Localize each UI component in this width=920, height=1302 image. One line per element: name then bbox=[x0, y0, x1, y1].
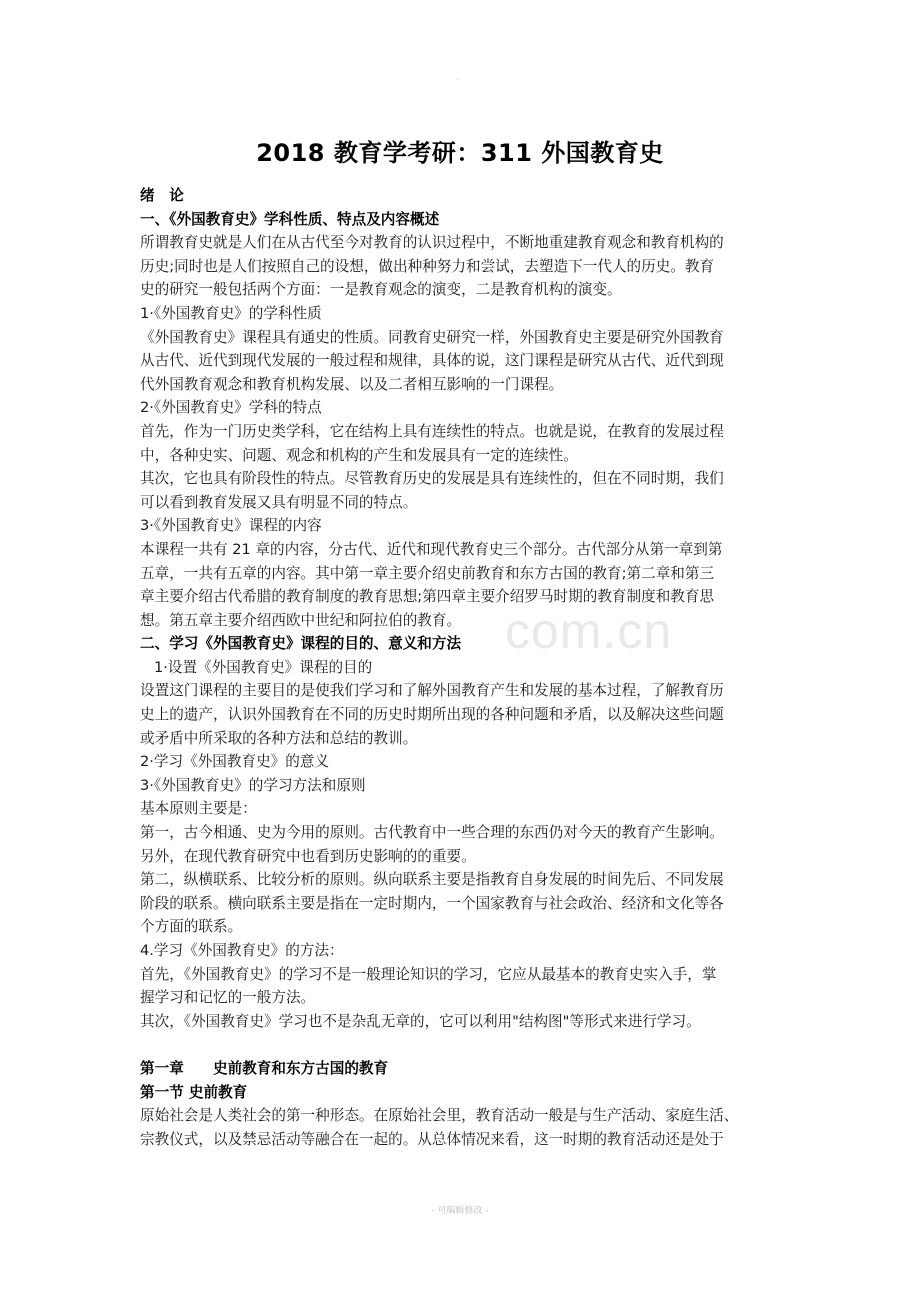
text-line: 1·设置《外国教育史》课程的目的 bbox=[154, 658, 373, 676]
text-line: 所谓教育史就是人们在从古代至今对教育的认识过程中，不断地重建教育观念和教育机构的 bbox=[140, 234, 724, 252]
text-line: 从古代、近代到现代发展的一般过程和规律，具体的说，这门课程是研究从古代、近代到现 bbox=[140, 352, 724, 370]
text-line: 其次，它也具有阶段性的特点。尽管教育历史的发展是具有连续性的，但在不同时期，我们 bbox=[140, 470, 724, 488]
page-footer: - 可编辑修改 - bbox=[431, 1206, 489, 1216]
text-line: 2·学习《外国教育史》的意义 bbox=[140, 753, 330, 771]
section-heading: 绪 论 bbox=[140, 187, 184, 204]
text-line: 3·《外国教育史》课程的内容 bbox=[140, 517, 322, 535]
text-line: 中，各种史实、问题、观念和机构的产生和发展具有一定的连续性。 bbox=[140, 446, 578, 464]
blank-line bbox=[140, 1033, 800, 1057]
text-line: 另外，在现代教育研究中也看到历史影响的的重要。 bbox=[140, 847, 476, 865]
document-body bbox=[140, 184, 800, 1151]
text-line: 章主要介绍古代希腊的教育制度的教育思想;第四章主要介绍罗马时期的教育制度和教育思 bbox=[140, 588, 715, 606]
text-line: 《外国教育史》课程具有通史的性质。同教育史研究一样，外国教育史主要是研究外国教育 bbox=[140, 328, 724, 346]
text-line: 史上的遗产，认识外国教育在不同的历史时期所出现的各种问题和矛盾，以及解决这些问题 bbox=[140, 706, 724, 724]
text-line: 第一，古今相通、史为今用的原则。古代教育中一些合理的东西仍对今天的教育产生影响。 bbox=[140, 824, 724, 842]
top-mark: . bbox=[456, 73, 459, 82]
text-line: 首先，作为一门历史类学科，它在结构上具有连续性的特点。也就是说，在教育的发展过程 bbox=[140, 422, 724, 440]
watermark: com.cn bbox=[505, 603, 673, 659]
section-heading: 第一节 史前教育 bbox=[140, 1083, 248, 1101]
text-line: 设置这门课程的主要目的是使我们学习和了解外国教育产生和发展的基本过程，了解教育历 bbox=[140, 682, 724, 700]
text-line: 第二，纵横联系、比较分析的原则。纵向联系主要是指教育自身发展的时间先后、不同发展 bbox=[140, 871, 724, 889]
text-line: 1·《外国教育史》的学科性质 bbox=[140, 304, 322, 322]
text-line: 或矛盾中所采取的各种方法和总结的教训。 bbox=[140, 729, 418, 747]
text-line: 历史;同时也是人们按照自己的设想，做出种种努力和尝试，去塑造下一代人的历史。教育 bbox=[140, 257, 715, 275]
text-line: 想。第五章主要介绍西欧中世纪和阿拉伯的教育。 bbox=[140, 611, 462, 629]
text-line: 3·《外国教育史》的学习方法和原则 bbox=[140, 776, 366, 794]
section-heading: 二、学习《外国教育史》课程的目的、意义和方法 bbox=[140, 635, 462, 653]
text-line: 4.学习《外国教育史》的方法： bbox=[140, 942, 344, 959]
section-heading: 一、《外国教育史》学科性质、特点及内容概述 bbox=[140, 210, 440, 228]
text-line: 首先，《外国教育史》的学习不是一般理论知识的学习，它应从最基本的教育史实入手，掌 bbox=[140, 965, 717, 983]
text-line: 五章，一共有五章的内容。其中第一章主要介绍史前教育和东方古国的教育;第二章和第三 bbox=[140, 564, 715, 582]
text-line: 握学习和记忆的一般方法。 bbox=[140, 989, 316, 1007]
text-line: 其次，《外国教育史》学习也不是杂乱无章的，它可以利用"结构图"等形式来进行学习。 bbox=[140, 1012, 701, 1030]
text-line: 史的研究一般包括两个方面：一是教育观念的演变，二是教育机构的演变。 bbox=[140, 281, 622, 299]
section-heading: 第一章 史前教育和东方古国的教育 bbox=[140, 1059, 389, 1077]
text-line: 宗教仪式，以及禁忌活动等融合在一起的。从总体情况来看，这一时期的教育活动还是处于 bbox=[140, 1130, 724, 1148]
document-title: 2018 教育学考研：311 外国教育史 bbox=[256, 139, 664, 167]
text-line: 2·《外国教育史》学科的特点 bbox=[140, 399, 322, 417]
text-line: 原始社会是人类社会的第一种形态。在原始社会里，教育活动一般是与生产活动、家庭生活、 bbox=[140, 1107, 739, 1125]
text-line: 可以看到教育发展又具有明显不同的特点。 bbox=[140, 493, 418, 511]
text-line: 基本原则主要是： bbox=[140, 800, 257, 818]
text-line: 代外国教育观念和教育机构发展、以及二者相互影响的一门课程。 bbox=[140, 375, 564, 393]
text-line: 阶段的联系。横向联系主要是指在一定时期内，一个国家教育与社会政治、经济和文化等各 bbox=[140, 894, 724, 912]
text-line: 本课程一共有 21 章的内容，分古代、近代和现代教育史三个部分。古代部分从第一章到第 bbox=[140, 540, 723, 558]
text-line: 个方面的联系。 bbox=[140, 918, 243, 936]
